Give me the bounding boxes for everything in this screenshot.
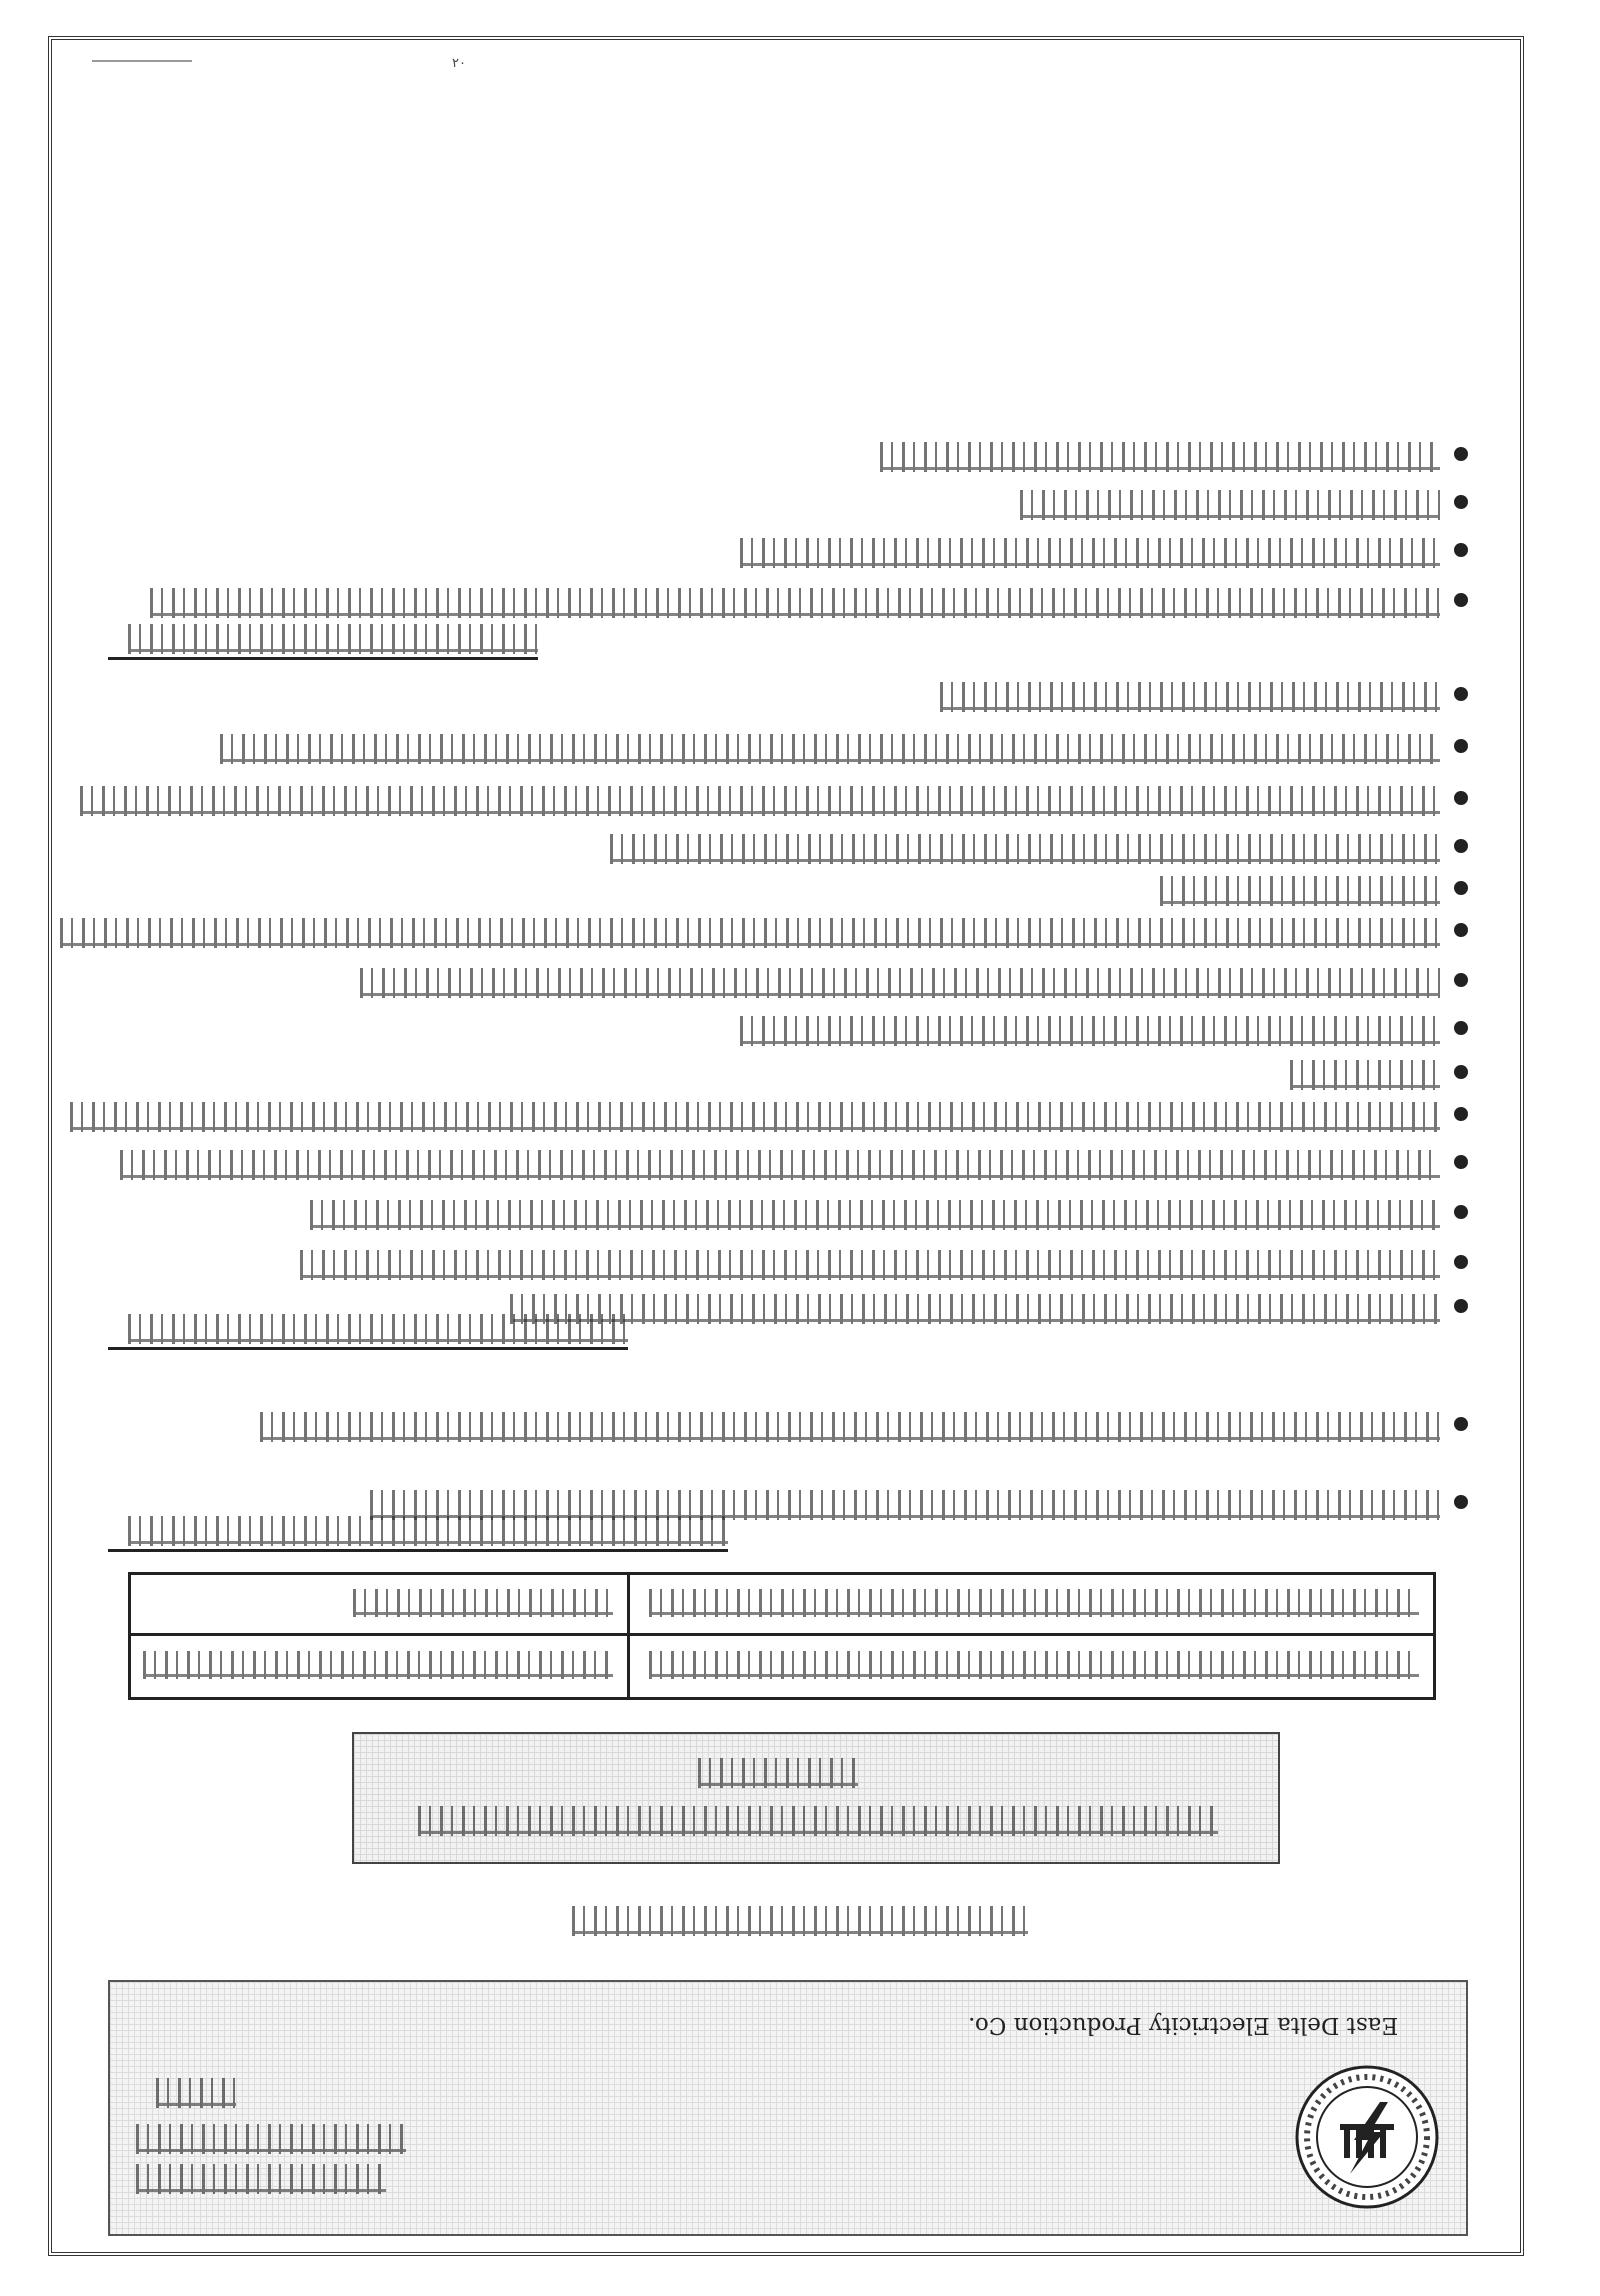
section_1_bullets-item [1290, 1056, 1468, 1096]
section_1_bullets-item-text [740, 1016, 1440, 1046]
bullet-dot-icon [1454, 1107, 1468, 1121]
stamp-line-1 [698, 1758, 858, 1788]
bullets-item-text [1020, 490, 1440, 520]
info-table [128, 1572, 1436, 1700]
approval-stamp [352, 1732, 1280, 1864]
bullets-item [150, 584, 1468, 624]
section_1_bullets-item-text [1160, 876, 1440, 906]
section-heading-3-text [128, 1516, 728, 1546]
table-cell-r2-right [631, 1637, 1431, 1697]
section_1_bullets-item [740, 1012, 1468, 1052]
bullet-dot-icon [1454, 791, 1468, 805]
section_1_bullets-item [60, 914, 1468, 954]
bullet-dot-icon [1454, 881, 1468, 895]
section_1_bullets-item [360, 964, 1468, 1004]
section-heading-2 [108, 1310, 628, 1350]
section-heading-3 [108, 1512, 728, 1552]
bullet-dot-icon [1454, 973, 1468, 987]
bullets-item-text [740, 538, 1440, 568]
bullet-dot-icon [1454, 1155, 1468, 1169]
bullet-dot-icon [1454, 687, 1468, 701]
section-heading-1-text [128, 624, 538, 654]
section_1_bullets-item [80, 782, 1468, 822]
bullet-dot-icon [1454, 543, 1468, 557]
company-footer [108, 1980, 1468, 2236]
stamp-line-2 [418, 1806, 1218, 1836]
section_1_bullets-item-text [1290, 1060, 1440, 1090]
bullet-dot-icon [1454, 1299, 1468, 1313]
section_1_bullets-item-text [120, 1150, 1440, 1180]
table-divider-vertical [627, 1575, 630, 1697]
company-logo-icon [1292, 2062, 1442, 2212]
section_1_bullets-item-text [940, 682, 1440, 712]
bullet-dot-icon [1454, 1065, 1468, 1079]
corner-mark [92, 60, 192, 72]
section_1_bullets-item-text [220, 734, 1440, 764]
section_1_bullets-item-text [610, 834, 1440, 864]
section_1_bullets-item [70, 1098, 1468, 1138]
table-cell-r1-right-text [649, 1589, 1419, 1617]
footer-address-line-1 [156, 2078, 236, 2108]
table-cell-r1-left-text [353, 1589, 613, 1617]
bullet-dot-icon [1454, 1021, 1468, 1035]
section_1_bullets-item-text [60, 918, 1440, 948]
footer-address-line-3 [136, 2164, 386, 2194]
bullets-item [880, 438, 1468, 478]
bullet-dot-icon [1454, 839, 1468, 853]
section_1_bullets-item [220, 730, 1468, 770]
section_1_bullets-item [120, 1146, 1468, 1186]
section_1_bullets-item [610, 830, 1468, 870]
bullet-dot-icon [1454, 923, 1468, 937]
bullet-dot-icon [1454, 1255, 1468, 1269]
bullets-item-text [880, 442, 1440, 472]
signature-title-text [572, 1906, 1028, 1936]
section-heading-1-underline [108, 657, 538, 660]
section_1_bullets-item-text [310, 1200, 1440, 1230]
section_1_bullets-item [940, 678, 1468, 718]
bullets-item [740, 534, 1468, 574]
table-cell-r2-right-text [649, 1651, 1419, 1679]
section_2_bullets-item-text [260, 1412, 1440, 1442]
section-heading-2-underline [108, 1347, 628, 1350]
bullet-dot-icon [1454, 1205, 1468, 1219]
table-cell-r2-left-text [143, 1651, 613, 1679]
section_1_bullets-item [510, 1290, 1468, 1330]
table-cell-r2-left [131, 1637, 625, 1697]
bullet-dot-icon [1454, 739, 1468, 753]
footer-address-line-2 [136, 2124, 406, 2154]
bullet-dot-icon [1454, 1417, 1468, 1431]
table-cell-r1-left [131, 1575, 625, 1635]
section_1_bullets-item-text [70, 1102, 1440, 1132]
section-heading-1 [108, 620, 538, 660]
section_1_bullets-item [310, 1196, 1468, 1236]
bullet-dot-icon [1454, 593, 1468, 607]
bullets-item [1020, 486, 1468, 526]
table-cell-r1-right [631, 1575, 1431, 1635]
section_1_bullets-item [300, 1246, 1468, 1286]
bullet-dot-icon [1454, 495, 1468, 509]
section_1_bullets-item-text [510, 1294, 1440, 1324]
signature-title [572, 1900, 1028, 1944]
page-number: ٢٠ [452, 56, 466, 71]
bullets-item-text [150, 588, 1440, 618]
section_1_bullets-item [1160, 872, 1468, 912]
company-name-en: East Delta Electricity Production Co. [967, 2012, 1398, 2038]
section_1_bullets-item-text [360, 968, 1440, 998]
section_1_bullets-item-text [80, 786, 1440, 816]
section-heading-3-underline [108, 1549, 728, 1552]
bullet-dot-icon [1454, 1495, 1468, 1509]
bullet-dot-icon [1454, 447, 1468, 461]
section_2_bullets-item [260, 1408, 1468, 1448]
section-heading-2-text [128, 1314, 628, 1344]
section_1_bullets-item-text [300, 1250, 1440, 1280]
